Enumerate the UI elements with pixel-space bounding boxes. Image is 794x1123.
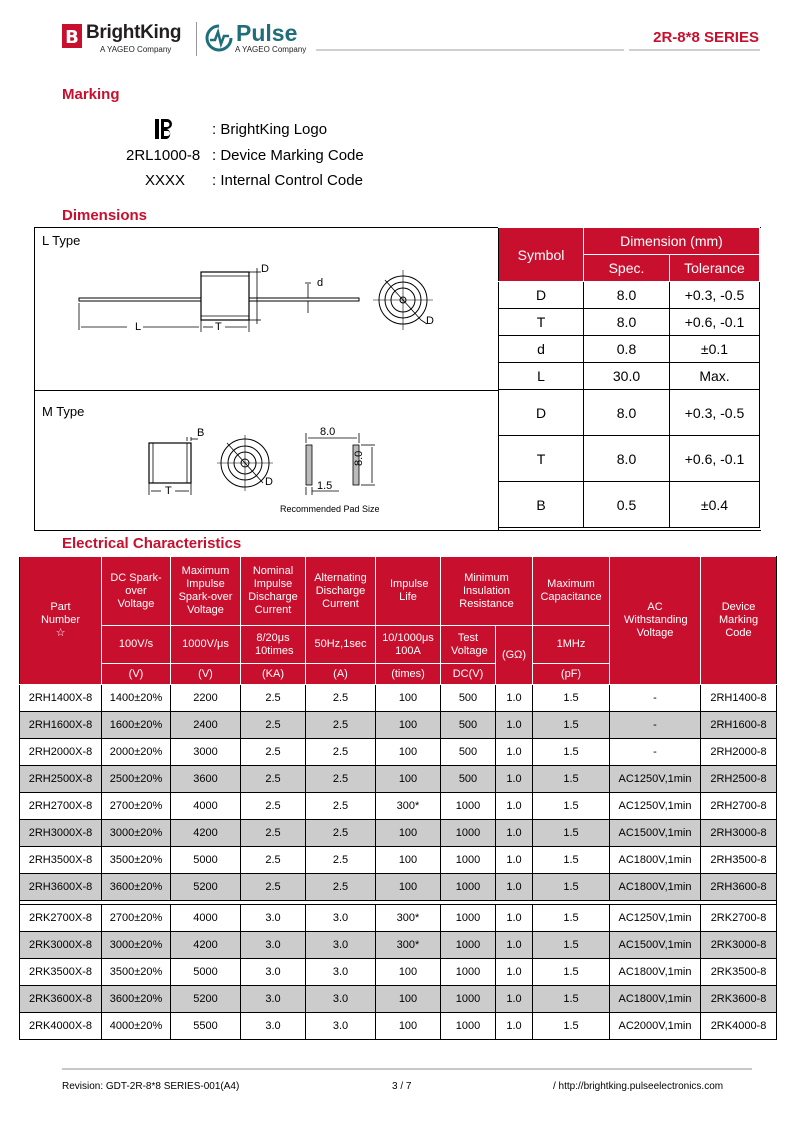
part-number-cell: 2RH3600X-8 xyxy=(20,874,102,901)
ac-header xyxy=(610,557,701,685)
alternating-current-cell: 2.5 xyxy=(306,712,376,739)
dim-tolerance: +0.3, -0.5 xyxy=(670,282,760,309)
page-header xyxy=(0,0,794,70)
dc-voltage-cell: 3000±20% xyxy=(102,932,171,959)
device-code-cell: 2RK3600-8 xyxy=(701,986,777,1013)
insulation-resistance-cell: 1.0 xyxy=(496,959,533,986)
impulse-life-cell: 300* xyxy=(376,932,441,959)
impulse-life-condition-label: 10/1000μs 100A xyxy=(382,631,434,657)
dimensions-drawings xyxy=(35,228,499,530)
insulation-resistance-cell: 1.0 xyxy=(496,766,533,793)
insulation-resistance-cell: 1.0 xyxy=(496,905,533,932)
l-type-label-D-circle: D xyxy=(426,315,434,327)
rh-series-rows xyxy=(20,685,777,901)
device-code-cell: 2RH2000-8 xyxy=(701,739,777,766)
capacitance-cell: 1.5 xyxy=(533,986,610,1013)
capacitance-condition: 1MHz xyxy=(533,626,610,664)
capacitance-cell: 1.5 xyxy=(533,905,610,932)
dim-spec: 8.0 xyxy=(584,436,670,482)
test-voltage-unit: DC(V) xyxy=(441,664,496,685)
test-voltage-cell: 1000 xyxy=(441,905,496,932)
capacitance-cell: 1.5 xyxy=(533,959,610,986)
part-number-label: Part Number xyxy=(40,601,81,626)
table-row xyxy=(20,932,777,959)
nominal-current-cell: 2.5 xyxy=(241,685,306,712)
dc-voltage-cell: 4000±20% xyxy=(102,1013,171,1040)
alternating-current-cell: 2.5 xyxy=(306,874,376,901)
insulation-resistance-cell: 1.0 xyxy=(496,932,533,959)
capacitance-cell: 1.5 xyxy=(533,932,610,959)
nominal-impulse-header xyxy=(241,557,306,626)
ac-withstanding-cell: AC1800V,1min xyxy=(610,874,701,901)
device-code-cell: 2RH1600-8 xyxy=(701,712,777,739)
ac-withstanding-cell: AC1250V,1min xyxy=(610,905,701,932)
electrical-table xyxy=(19,556,777,1040)
test-voltage-cell: 500 xyxy=(441,766,496,793)
alternating-current-cell: 2.5 xyxy=(306,820,376,847)
alternating-current-cell: 2.5 xyxy=(306,685,376,712)
table-row xyxy=(20,766,777,793)
impulse-life-cell: 100 xyxy=(376,712,441,739)
capacitance-cell: 1.5 xyxy=(533,766,610,793)
device-code-cell: 2RK4000-8 xyxy=(701,1013,777,1040)
rk-series-rows xyxy=(20,905,777,1040)
impulse-voltage-cell: 5000 xyxy=(171,847,241,874)
dc-voltage-cell: 3500±20% xyxy=(102,847,171,874)
table-row xyxy=(20,685,777,712)
table-row xyxy=(20,739,777,766)
capacitance-cell: 1.5 xyxy=(533,739,610,766)
alternating-unit: (A) xyxy=(306,664,376,685)
logo-separator xyxy=(196,22,197,56)
impulse-life-cell: 100 xyxy=(376,766,441,793)
impulse-voltage-cell: 5000 xyxy=(171,959,241,986)
device-code-cell: 2RK3500-8 xyxy=(701,959,777,986)
table-row xyxy=(20,959,777,986)
marking-device-code: 2RL1000-8 xyxy=(126,147,201,164)
test-voltage-cell: 500 xyxy=(441,685,496,712)
impulse-voltage-cell: 4200 xyxy=(171,932,241,959)
nominal-impulse-label: Nominal Impulse Discharge Current xyxy=(248,565,298,616)
marking-internal-code: XXXX xyxy=(145,172,186,189)
impulse-life-cell: 100 xyxy=(376,739,441,766)
marking-title: Marking xyxy=(62,86,120,103)
l-type-label-D: D xyxy=(261,263,269,275)
dim-tolerance: +0.6, -0.1 xyxy=(670,436,760,482)
l-type-label-L: L xyxy=(135,321,142,333)
dim-tolerance: +0.6, -0.1 xyxy=(670,309,760,336)
part-number-cell: 2RK2700X-8 xyxy=(20,905,102,932)
impulse-voltage-cell: 4200 xyxy=(171,820,241,847)
alternating-current-cell: 3.0 xyxy=(306,986,376,1013)
test-voltage-cell: 1000 xyxy=(441,986,496,1013)
impulse-life-cell: 100 xyxy=(376,1013,441,1040)
brightking-logo-icon xyxy=(62,24,82,48)
device-code-cell: 2RH2700-8 xyxy=(701,793,777,820)
pulse-name: Pulse xyxy=(236,20,298,46)
dc-voltage-cell: 1600±20% xyxy=(102,712,171,739)
nominal-current-cell: 2.5 xyxy=(241,712,306,739)
alternating-current-cell: 2.5 xyxy=(306,739,376,766)
capacitance-cell: 1.5 xyxy=(533,1013,610,1040)
dim-row xyxy=(499,336,760,363)
brightking-subtitle: A YAGEO Company xyxy=(100,45,172,54)
device-code-cell: 2RH3600-8 xyxy=(701,874,777,901)
impulse-voltage-cell: 5200 xyxy=(171,874,241,901)
footer-url: / http://brightking.pulseelectronics.com xyxy=(553,1081,724,1092)
nominal-current-cell: 2.5 xyxy=(241,793,306,820)
part-number-cell: 2RK4000X-8 xyxy=(20,1013,102,1040)
impulse-voltage-cell: 5500 xyxy=(171,1013,241,1040)
dc-voltage-cell: 1400±20% xyxy=(102,685,171,712)
l-type-label: L Type xyxy=(42,233,81,248)
dim-row xyxy=(499,309,760,336)
impulse-voltage-cell: 4000 xyxy=(171,905,241,932)
dim-spec: 30.0 xyxy=(584,363,670,390)
impulse-life-condition xyxy=(376,626,441,664)
impulse-life-label: Impulse Life xyxy=(390,578,429,603)
test-voltage-cell: 1000 xyxy=(441,847,496,874)
dc-voltage-cell: 2700±20% xyxy=(102,905,171,932)
table-row xyxy=(20,1013,777,1040)
nominal-current-cell: 2.5 xyxy=(241,766,306,793)
table-row xyxy=(20,847,777,874)
svg-text:B: B xyxy=(65,27,79,48)
max-impulse-unit: (V) xyxy=(171,664,241,685)
dc-header xyxy=(102,557,171,626)
header-rule-right xyxy=(629,49,760,51)
impulse-life-unit: (times) xyxy=(376,664,441,685)
insulation-resistance-cell: 1.0 xyxy=(496,874,533,901)
capacitance-cell: 1.5 xyxy=(533,793,610,820)
dim-symbol: T xyxy=(499,436,584,482)
test-voltage-cell: 500 xyxy=(441,739,496,766)
nominal-condition xyxy=(241,626,306,664)
dim-symbol: L xyxy=(499,363,584,390)
ac-withstanding-cell: AC1250V,1min xyxy=(610,766,701,793)
ac-withstanding-cell: AC1800V,1min xyxy=(610,959,701,986)
dc-voltage-cell: 2500±20% xyxy=(102,766,171,793)
table-row xyxy=(20,905,777,932)
nominal-current-cell: 2.5 xyxy=(241,847,306,874)
alternating-current-cell: 2.5 xyxy=(306,766,376,793)
device-code-cell: 2RK3000-8 xyxy=(701,932,777,959)
test-voltage-cell: 1000 xyxy=(441,820,496,847)
m-type-label: M Type xyxy=(42,404,85,419)
alternating-label: Alternating Discharge Current xyxy=(314,571,367,610)
nominal-unit: (KA) xyxy=(241,664,306,685)
dc-voltage-cell: 3600±20% xyxy=(102,986,171,1013)
dc-voltage-cell: 3500±20% xyxy=(102,959,171,986)
impulse-life-cell: 100 xyxy=(376,986,441,1013)
alternating-current-cell: 2.5 xyxy=(306,793,376,820)
capacitance-cell: 1.5 xyxy=(533,820,610,847)
nominal-current-cell: 3.0 xyxy=(241,905,306,932)
test-voltage-header xyxy=(441,626,496,664)
ac-withstanding-cell: - xyxy=(610,685,701,712)
header-rule xyxy=(316,49,624,51)
device-code-cell: 2RH1400-8 xyxy=(701,685,777,712)
impulse-voltage-cell: 5200 xyxy=(171,986,241,1013)
part-number-header xyxy=(20,557,102,685)
impulse-life-cell: 100 xyxy=(376,685,441,712)
dc-voltage-cell: 2700±20% xyxy=(102,793,171,820)
alternating-current-cell: 3.0 xyxy=(306,905,376,932)
dc-condition: 100V/s xyxy=(102,626,171,664)
marking-logo-desc: : BrightKing Logo xyxy=(212,121,328,138)
nominal-condition-label: 8/20μs 10times xyxy=(255,631,294,657)
impulse-voltage-cell: 2200 xyxy=(171,685,241,712)
dc-voltage-cell: 3600±20% xyxy=(102,874,171,901)
impulse-life-cell: 300* xyxy=(376,793,441,820)
ac-withstanding-cell: AC2000V,1min xyxy=(610,1013,701,1040)
brightking-name: BrightKing xyxy=(86,22,182,43)
dim-symbol: D xyxy=(499,390,584,436)
dim-spec: 0.5 xyxy=(584,482,670,528)
part-number-cell: 2RK3600X-8 xyxy=(20,986,102,1013)
ac-withstanding-cell: AC1500V,1min xyxy=(610,820,701,847)
max-impulse-label: Maximum Impulse Spark-over Voltage xyxy=(178,565,233,616)
max-capacitance-header xyxy=(533,557,610,626)
dimensions-title: Dimensions xyxy=(62,207,148,224)
dim-tolerance: Max. xyxy=(670,363,760,390)
pulse-subtitle: A YAGEO Company xyxy=(235,45,307,54)
dc-unit: (V) xyxy=(102,664,171,685)
pad-height-label: 8.0 xyxy=(353,450,365,466)
capacitance-cell: 1.5 xyxy=(533,847,610,874)
nominal-current-cell: 2.5 xyxy=(241,874,306,901)
marking-device-desc: : Device Marking Code xyxy=(212,147,364,164)
footer-page: 3 / 7 xyxy=(392,1081,412,1092)
dim-row xyxy=(499,436,760,482)
nominal-current-cell: 3.0 xyxy=(241,1013,306,1040)
m-type-label-D: D xyxy=(265,476,273,488)
device-code-cell: 2RH3500-8 xyxy=(701,847,777,874)
impulse-voltage-cell: 3600 xyxy=(171,766,241,793)
part-number-cell: 2RH3000X-8 xyxy=(20,820,102,847)
max-capacitance-label: Maximum Capacitance xyxy=(540,578,602,603)
device-marking-header xyxy=(701,557,777,685)
insulation-resistance-cell: 1.0 xyxy=(496,712,533,739)
alternating-current-cell: 3.0 xyxy=(306,1013,376,1040)
min-insulation-label: Minimum Insulation Resistance xyxy=(459,571,514,610)
m-type-label-T: T xyxy=(165,485,172,497)
ac-label: AC Withstanding Voltage xyxy=(624,601,688,639)
dim-spec: 8.0 xyxy=(584,282,670,309)
footer-revision: Revision: GDT-2R-8*8 SERIES-001(A4) xyxy=(62,1081,240,1092)
part-number-cell: 2RH2500X-8 xyxy=(20,766,102,793)
nominal-current-cell: 3.0 xyxy=(241,986,306,1013)
nominal-current-cell: 3.0 xyxy=(241,932,306,959)
drawing-divider xyxy=(35,390,498,391)
dim-spec: 0.8 xyxy=(584,336,670,363)
insulation-resistance-cell: 1.0 xyxy=(496,986,533,1013)
pad-caption: Recommended Pad Size xyxy=(280,504,380,514)
impulse-voltage-cell: 4000 xyxy=(171,793,241,820)
alternating-current-cell: 3.0 xyxy=(306,959,376,986)
dim-tolerance: ±0.4 xyxy=(670,482,760,528)
ac-withstanding-cell: AC1800V,1min xyxy=(610,986,701,1013)
impulse-life-cell: 100 xyxy=(376,959,441,986)
max-impulse-condition: 1000V/μs xyxy=(171,626,241,664)
pulse-logo-icon xyxy=(205,24,233,52)
dim-symbol: T xyxy=(499,309,584,336)
dim-symbol: B xyxy=(499,482,584,528)
test-voltage-cell: 500 xyxy=(441,712,496,739)
alternating-condition: 50Hz,1sec xyxy=(306,626,376,664)
dim-row xyxy=(499,482,760,528)
part-number-cell: 2RH1400X-8 xyxy=(20,685,102,712)
dim-row xyxy=(499,390,760,436)
l-type-label-d: d xyxy=(317,277,324,289)
m-type-label-B: B xyxy=(197,427,205,439)
impulse-life-cell: 100 xyxy=(376,820,441,847)
capacitance-unit: (pF) xyxy=(533,664,610,685)
insulation-resistance-cell: 1.0 xyxy=(496,847,533,874)
star-icon: ☆ xyxy=(55,627,66,639)
part-number-cell: 2RH2000X-8 xyxy=(20,739,102,766)
device-code-cell: 2RK2700-8 xyxy=(701,905,777,932)
insulation-resistance-cell: 1.0 xyxy=(496,739,533,766)
resistance-unit: (GΩ) xyxy=(496,626,533,685)
test-voltage-cell: 1000 xyxy=(441,959,496,986)
dc-voltage-cell: 3000±20% xyxy=(102,820,171,847)
pad-width-label: 8.0 xyxy=(320,426,336,438)
nominal-current-cell: 2.5 xyxy=(241,820,306,847)
ac-withstanding-cell: AC1500V,1min xyxy=(610,932,701,959)
impulse-life-cell: 100 xyxy=(376,847,441,874)
brightking-mark-icon xyxy=(155,118,175,140)
min-insulation-header xyxy=(441,557,533,626)
dim-row xyxy=(499,282,760,309)
footer-rule xyxy=(62,1068,752,1070)
impulse-life-cell: 300* xyxy=(376,905,441,932)
series-title: 2R-8*8 SERIES xyxy=(653,29,759,46)
impulse-life-header xyxy=(376,557,441,626)
dimension-table xyxy=(498,227,760,528)
pad-gap-label: 1.5 xyxy=(317,480,333,492)
test-voltage-cell: 1000 xyxy=(441,874,496,901)
insulation-resistance-cell: 1.0 xyxy=(496,820,533,847)
part-number-cell: 2RH3500X-8 xyxy=(20,847,102,874)
ac-withstanding-cell: AC1250V,1min xyxy=(610,793,701,820)
test-voltage-label: Test Voltage xyxy=(451,631,488,657)
dc-label: DC Spark-over Voltage xyxy=(110,571,162,610)
dc-voltage-cell: 2000±20% xyxy=(102,739,171,766)
alternating-current-cell: 2.5 xyxy=(306,847,376,874)
table-row xyxy=(20,820,777,847)
dim-row xyxy=(499,363,760,390)
alternating-header xyxy=(306,557,376,626)
marking-internal-desc: : Internal Control Code xyxy=(212,172,363,189)
part-number-cell: 2RK3000X-8 xyxy=(20,932,102,959)
impulse-voltage-cell: 3000 xyxy=(171,739,241,766)
impulse-voltage-cell: 2400 xyxy=(171,712,241,739)
capacitance-cell: 1.5 xyxy=(533,685,610,712)
tolerance-header: Tolerance xyxy=(670,255,760,282)
dim-tolerance: +0.3, -0.5 xyxy=(670,390,760,436)
table-row xyxy=(20,793,777,820)
insulation-resistance-cell: 1.0 xyxy=(496,1013,533,1040)
impulse-life-cell: 100 xyxy=(376,874,441,901)
l-type-label-T: T xyxy=(215,321,222,333)
part-number-cell: 2RK3500X-8 xyxy=(20,959,102,986)
max-impulse-header xyxy=(171,557,241,626)
ac-withstanding-cell: - xyxy=(610,712,701,739)
device-code-cell: 2RH2500-8 xyxy=(701,766,777,793)
ac-withstanding-cell: AC1800V,1min xyxy=(610,847,701,874)
alternating-current-cell: 3.0 xyxy=(306,932,376,959)
device-code-cell: 2RH3000-8 xyxy=(701,820,777,847)
dim-symbol: d xyxy=(499,336,584,363)
electrical-title: Electrical Characteristics xyxy=(62,535,242,552)
insulation-resistance-cell: 1.0 xyxy=(496,793,533,820)
symbol-header: Symbol xyxy=(499,228,584,282)
table-row xyxy=(20,712,777,739)
capacitance-cell: 1.5 xyxy=(533,712,610,739)
dim-spec: 8.0 xyxy=(584,390,670,436)
table-row xyxy=(20,986,777,1013)
ac-withstanding-cell: - xyxy=(610,739,701,766)
dim-symbol: D xyxy=(499,282,584,309)
insulation-resistance-cell: 1.0 xyxy=(496,685,533,712)
table-row xyxy=(20,874,777,901)
part-number-cell: 2RH1600X-8 xyxy=(20,712,102,739)
test-voltage-cell: 1000 xyxy=(441,932,496,959)
dim-tolerance: ±0.1 xyxy=(670,336,760,363)
nominal-current-cell: 2.5 xyxy=(241,739,306,766)
test-voltage-cell: 1000 xyxy=(441,1013,496,1040)
test-voltage-cell: 1000 xyxy=(441,793,496,820)
device-marking-label: Device Marking Code xyxy=(718,601,759,639)
part-number-cell: 2RH2700X-8 xyxy=(20,793,102,820)
dim-spec: 8.0 xyxy=(584,309,670,336)
spec-header: Spec. xyxy=(584,255,670,282)
dimension-header: Dimension (mm) xyxy=(584,228,760,255)
nominal-current-cell: 3.0 xyxy=(241,959,306,986)
capacitance-cell: 1.5 xyxy=(533,874,610,901)
